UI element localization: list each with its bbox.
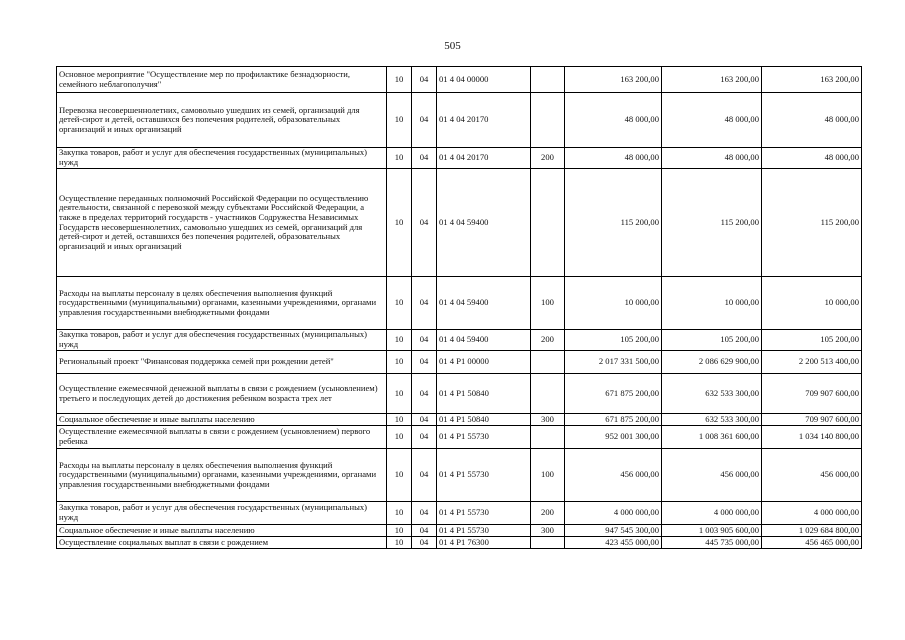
row-subsection: 04 <box>412 330 437 351</box>
row-amount-year-1: 2 017 331 500,00 <box>565 351 662 374</box>
row-section: 10 <box>387 277 412 330</box>
table-row <box>57 351 862 374</box>
row-name: Основное мероприятие "Осуществление мер по профилактике безнадзорности, семейного неблагополучия" <box>57 67 387 93</box>
row-section: 10 <box>387 502 412 525</box>
row-expense-type: 100 <box>531 277 565 330</box>
table-row <box>57 537 862 549</box>
row-amount-year-2: 105 200,00 <box>662 330 762 351</box>
row-subsection: 04 <box>412 374 437 414</box>
row-target-article: 01 4 P1 55730 <box>437 502 531 525</box>
row-name: Осуществление ежемесячной денежной выплаты в связи с рождением (усыновлением) третьего и последующих детей до достижения ребенком возраста трех лет <box>57 374 387 414</box>
row-subsection: 04 <box>412 93 437 148</box>
row-amount-year-1: 947 545 300,00 <box>565 525 662 537</box>
row-amount-year-2: 2 086 629 900,00 <box>662 351 762 374</box>
row-amount-year-1: 163 200,00 <box>565 67 662 93</box>
row-subsection: 04 <box>412 449 437 502</box>
row-amount-year-3: 1 034 140 800,00 <box>762 426 862 449</box>
row-target-article: 01 4 P1 55730 <box>437 449 531 502</box>
row-amount-year-3: 456 000,00 <box>762 449 862 502</box>
row-amount-year-2: 445 735 000,00 <box>662 537 762 549</box>
row-subsection: 04 <box>412 537 437 549</box>
row-expense-type: 200 <box>531 330 565 351</box>
row-target-article: 01 4 P1 50840 <box>437 374 531 414</box>
row-amount-year-1: 456 000,00 <box>565 449 662 502</box>
row-target-article: 01 4 P1 55730 <box>437 525 531 537</box>
row-expense-type <box>531 67 565 93</box>
row-section: 10 <box>387 525 412 537</box>
row-amount-year-3: 10 000,00 <box>762 277 862 330</box>
row-amount-year-1: 105 200,00 <box>565 330 662 351</box>
row-amount-year-2: 1 003 905 600,00 <box>662 525 762 537</box>
row-target-article: 01 4 04 59400 <box>437 277 531 330</box>
row-amount-year-3: 2 200 513 400,00 <box>762 351 862 374</box>
row-section: 10 <box>387 414 412 426</box>
table-row <box>57 414 862 426</box>
row-name: Перевозка несовершеннолетних, самовольно ушедших из семей, организаций для детей-сирот и детей, оставшихся без попечения родителей, образовательных организаций и иных организаций <box>57 93 387 148</box>
row-target-article: 01 4 04 59400 <box>437 169 531 277</box>
row-amount-year-1: 671 875 200,00 <box>565 374 662 414</box>
table-row <box>57 374 862 414</box>
row-section: 10 <box>387 537 412 549</box>
table-row <box>57 525 862 537</box>
row-amount-year-1: 10 000,00 <box>565 277 662 330</box>
row-amount-year-2: 1 008 361 600,00 <box>662 426 762 449</box>
row-amount-year-1: 48 000,00 <box>565 148 662 169</box>
row-amount-year-2: 115 200,00 <box>662 169 762 277</box>
table-row <box>57 426 862 449</box>
row-amount-year-3: 48 000,00 <box>762 148 862 169</box>
row-expense-type: 300 <box>531 525 565 537</box>
row-target-article: 01 4 P1 00000 <box>437 351 531 374</box>
row-amount-year-3: 456 465 000,00 <box>762 537 862 549</box>
row-amount-year-2: 163 200,00 <box>662 67 762 93</box>
row-amount-year-1: 423 455 000,00 <box>565 537 662 549</box>
row-subsection: 04 <box>412 414 437 426</box>
row-section: 10 <box>387 148 412 169</box>
row-amount-year-2: 632 533 300,00 <box>662 414 762 426</box>
row-amount-year-3: 1 029 684 800,00 <box>762 525 862 537</box>
row-amount-year-1: 115 200,00 <box>565 169 662 277</box>
row-name: Осуществление социальных выплат в связи с рождением <box>57 537 387 549</box>
row-subsection: 04 <box>412 277 437 330</box>
row-subsection: 04 <box>412 351 437 374</box>
row-expense-type <box>531 537 565 549</box>
row-name: Социальное обеспечение и иные выплаты населению <box>57 414 387 426</box>
row-amount-year-2: 456 000,00 <box>662 449 762 502</box>
row-target-article: 01 4 04 00000 <box>437 67 531 93</box>
row-section: 10 <box>387 374 412 414</box>
row-subsection: 04 <box>412 525 437 537</box>
row-amount-year-2: 10 000,00 <box>662 277 762 330</box>
row-amount-year-2: 632 533 300,00 <box>662 374 762 414</box>
row-section: 10 <box>387 330 412 351</box>
row-expense-type: 200 <box>531 502 565 525</box>
row-target-article: 01 4 P1 50840 <box>437 414 531 426</box>
row-amount-year-3: 115 200,00 <box>762 169 862 277</box>
page-number: 505 <box>444 40 461 52</box>
row-section: 10 <box>387 67 412 93</box>
row-name: Закупка товаров, работ и услуг для обеспечения государственных (муниципальных) нужд <box>57 148 387 169</box>
row-name: Закупка товаров, работ и услуг для обеспечения государственных (муниципальных) нужд <box>57 502 387 525</box>
row-name: Осуществление переданных полномочий Российской Федерации по осуществлению деятельности, связанной с перевозкой между субъектами Российской Федерации, а также в пределах территорий государств - участников Содружества Независимых Государств несовершеннолетних, самовольно ушедших из семей, организаций для детей-сирот и детей, оставшихся без попечения родителей, образовательных организаций и иных организаций <box>57 169 387 277</box>
row-subsection: 04 <box>412 169 437 277</box>
table-row <box>57 277 862 330</box>
row-amount-year-1: 952 001 300,00 <box>565 426 662 449</box>
table-row <box>57 148 862 169</box>
table-row <box>57 67 862 93</box>
row-amount-year-2: 4 000 000,00 <box>662 502 762 525</box>
table-row <box>57 449 862 502</box>
row-name: Осуществление ежемесячной выплаты в связи с рождением (усыновлением) первого ребенка <box>57 426 387 449</box>
row-name: Закупка товаров, работ и услуг для обеспечения государственных (муниципальных) нужд <box>57 330 387 351</box>
row-target-article: 01 4 04 59400 <box>437 330 531 351</box>
row-amount-year-3: 48 000,00 <box>762 93 862 148</box>
table-row <box>57 502 862 525</box>
row-subsection: 04 <box>412 67 437 93</box>
row-expense-type: 200 <box>531 148 565 169</box>
table-row <box>57 330 862 351</box>
table-row <box>57 169 862 277</box>
row-expense-type <box>531 351 565 374</box>
row-target-article: 01 4 P1 55730 <box>437 426 531 449</box>
row-section: 10 <box>387 93 412 148</box>
row-expense-type: 100 <box>531 449 565 502</box>
row-target-article: 01 4 04 20170 <box>437 93 531 148</box>
row-amount-year-1: 48 000,00 <box>565 93 662 148</box>
row-expense-type: 300 <box>531 414 565 426</box>
row-target-article: 01 4 04 20170 <box>437 148 531 169</box>
row-amount-year-1: 4 000 000,00 <box>565 502 662 525</box>
row-expense-type <box>531 374 565 414</box>
budget-table <box>56 66 862 549</box>
row-amount-year-3: 709 907 600,00 <box>762 414 862 426</box>
row-expense-type <box>531 169 565 277</box>
row-section: 10 <box>387 351 412 374</box>
row-name: Расходы на выплаты персоналу в целях обеспечения выполнения функций государственными (муниципальными) органами, казенными учреждениями, органами управления государственными внебюджетными фондами <box>57 277 387 330</box>
row-amount-year-3: 163 200,00 <box>762 67 862 93</box>
row-section: 10 <box>387 426 412 449</box>
row-amount-year-1: 671 875 200,00 <box>565 414 662 426</box>
row-amount-year-3: 709 907 600,00 <box>762 374 862 414</box>
row-section: 10 <box>387 169 412 277</box>
row-name: Региональный проект "Финансовая поддержка семей при рождении детей" <box>57 351 387 374</box>
row-subsection: 04 <box>412 148 437 169</box>
row-name: Расходы на выплаты персоналу в целях обеспечения выполнения функций государственными (муниципальными) органами, казенными учреждениями, органами управления государственными внебюджетными фондами <box>57 449 387 502</box>
table-row <box>57 93 862 148</box>
row-section: 10 <box>387 449 412 502</box>
row-amount-year-3: 4 000 000,00 <box>762 502 862 525</box>
row-name: Социальное обеспечение и иные выплаты населению <box>57 525 387 537</box>
row-amount-year-2: 48 000,00 <box>662 148 762 169</box>
row-target-article: 01 4 P1 76300 <box>437 537 531 549</box>
row-expense-type <box>531 93 565 148</box>
row-amount-year-2: 48 000,00 <box>662 93 762 148</box>
row-expense-type <box>531 426 565 449</box>
row-subsection: 04 <box>412 426 437 449</box>
row-amount-year-3: 105 200,00 <box>762 330 862 351</box>
row-subsection: 04 <box>412 502 437 525</box>
